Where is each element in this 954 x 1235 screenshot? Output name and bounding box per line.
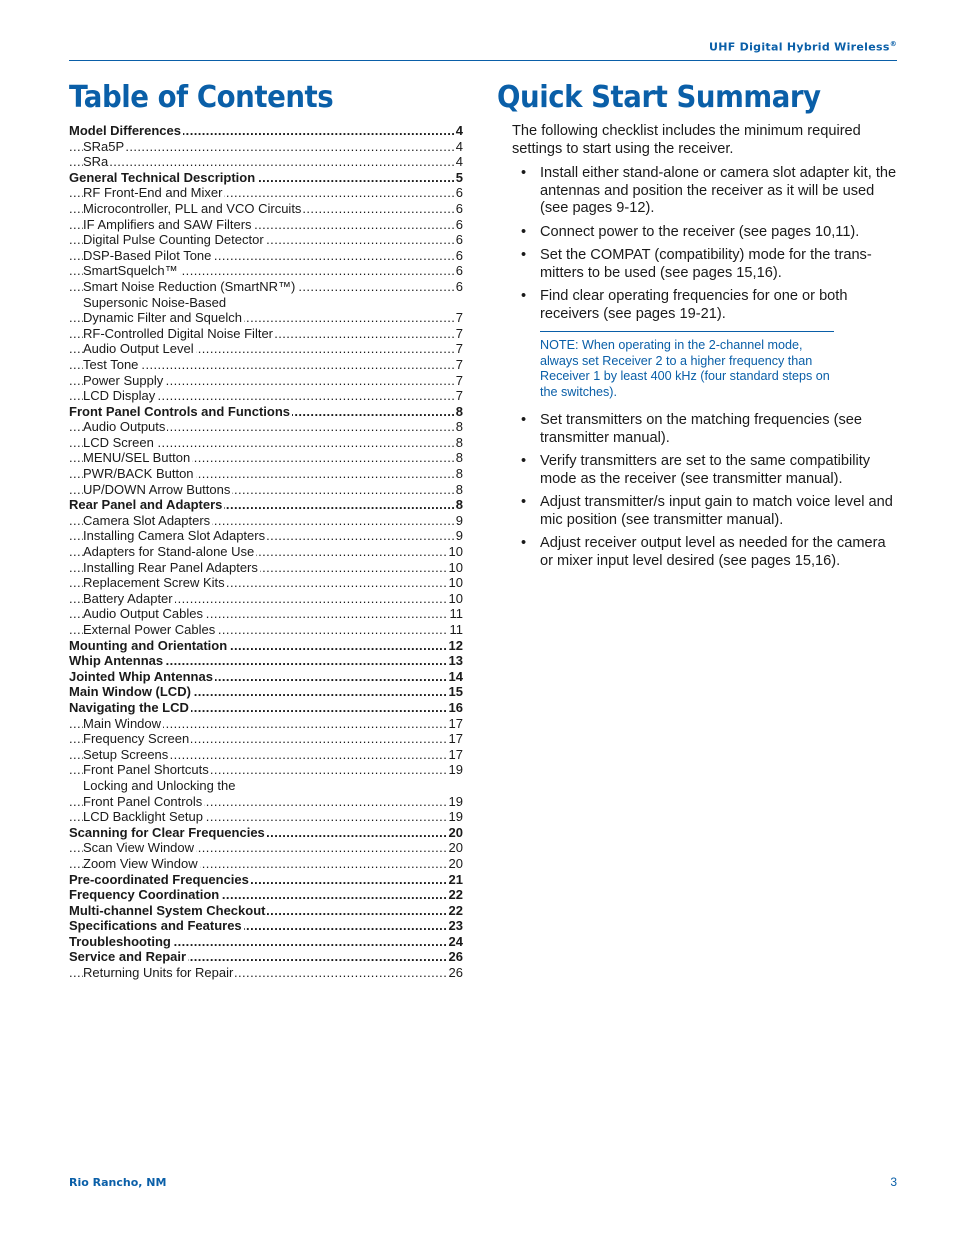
- toc-entry-title: PWR/BACK Button: [83, 466, 194, 482]
- toc-entry[interactable]: [69, 201, 463, 217]
- toc-entry-title: Audio Output Level: [83, 341, 194, 357]
- toc-entry[interactable]: [69, 139, 463, 155]
- toc-entry-page: 6: [455, 200, 463, 216]
- toc-entry-page: 8: [455, 434, 463, 450]
- checklist-item: [512, 453, 897, 488]
- toc-entry[interactable]: [69, 326, 463, 342]
- toc-entry-title: Setup Screens: [83, 746, 169, 762]
- toc-entry[interactable]: [69, 170, 463, 186]
- checklist-item: [512, 535, 897, 570]
- toc-entry-page: 6: [455, 185, 463, 201]
- toc-entry-page: 23: [448, 918, 463, 934]
- toc-entry[interactable]: [69, 669, 463, 685]
- quick-start-heading: Quick Start Summary: [497, 80, 821, 115]
- toc-entry-page: 19: [448, 809, 463, 825]
- toc-entry[interactable]: [69, 840, 463, 856]
- toc-entry-title: Digital Pulse Counting Detector: [83, 232, 264, 248]
- toc-entry-title: Jointed Whip Antennas: [69, 668, 213, 684]
- toc-entry[interactable]: [69, 918, 463, 934]
- toc-entry-page: 8: [455, 403, 463, 419]
- toc-entry[interactable]: [69, 217, 463, 233]
- toc-entry-page: 22: [448, 887, 463, 903]
- toc-entry[interactable]: [69, 622, 463, 638]
- checklist-item-text: Adjust transmitter/s input gain to match voice level and mic position (see transmitter manual).: [540, 494, 893, 528]
- toc-entry-title: RF Front-End and Mixer: [83, 185, 223, 201]
- toc-entry-title: Pre-coordinated Frequencies: [69, 871, 249, 887]
- toc-entry-page: 20: [448, 855, 463, 871]
- toc-entry-page: 14: [448, 668, 463, 684]
- toc-entry[interactable]: [69, 949, 463, 965]
- toc-entry-page: 20: [448, 824, 463, 840]
- toc-entry[interactable]: [69, 560, 463, 576]
- toc-heading: Table of Contents: [69, 80, 334, 115]
- toc-entry-title: Camera Slot Adapters: [83, 512, 211, 528]
- checklist-item-text: Adjust receiver output level as needed for the camera or mixer input level desired (see pages 15,16).: [540, 535, 886, 569]
- toc-entry[interactable]: [69, 872, 463, 888]
- toc-entry-page: 26: [448, 965, 463, 981]
- toc-entry-title: General Technical Description: [69, 169, 256, 185]
- toc-entry[interactable]: [69, 544, 463, 560]
- toc-entry[interactable]: [69, 388, 463, 404]
- toc-entry-page: 24: [448, 933, 463, 949]
- toc-entry-title: Installing Rear Panel Adapters: [83, 559, 258, 575]
- toc-entry-title: MENU/SEL Button: [83, 450, 191, 466]
- bullet-icon: •: [521, 412, 527, 429]
- toc-entry[interactable]: [69, 435, 463, 451]
- checklist-item-text: Install either stand-alone or camera slot adapter kit, the antennas and position the receiver as it will be used (see pages 9-12).: [540, 165, 897, 216]
- toc-entry-title: Front Panel Controls and Functions: [69, 403, 290, 419]
- toc-entry[interactable]: [69, 373, 463, 389]
- toc-entry-page: 8: [455, 466, 463, 482]
- toc-leader-dots: [69, 139, 463, 155]
- toc-entry-page: 8: [455, 450, 463, 466]
- toc-entry-page: 9: [455, 528, 463, 544]
- toc-entry-title: Frequency Coordination: [69, 887, 220, 903]
- toc-entry[interactable]: [69, 856, 463, 872]
- toc-entry-title: Frequency Screen: [83, 731, 190, 747]
- toc-entry-page: 8: [455, 419, 463, 435]
- toc-entry-page: 6: [455, 278, 463, 294]
- toc-entry-title: SRa: [83, 154, 109, 170]
- toc-entry-page: 8: [455, 497, 463, 513]
- page-number: 3: [890, 1175, 897, 1189]
- toc-entry-title: Test Tone: [83, 356, 139, 372]
- toc-entry[interactable]: [69, 404, 463, 420]
- toc-entry-title: Model Differences: [69, 123, 181, 138]
- toc-entry-page: 16: [448, 699, 463, 715]
- toc-entry-title: Front Panel Shortcuts: [83, 762, 209, 778]
- toc-entry-page: 9: [455, 512, 463, 528]
- toc-entry[interactable]: [69, 887, 463, 903]
- toc-entry[interactable]: [69, 232, 463, 248]
- toc-entry-page: 17: [448, 715, 463, 731]
- toc-entry-title: Smart Noise Reduction (SmartNR™): [83, 278, 296, 294]
- toc-entry-title: SmartSquelch™: [83, 263, 178, 279]
- toc-entry-title: Audio Outputs: [83, 419, 166, 435]
- header-divider: [69, 60, 897, 61]
- toc-entry[interactable]: [69, 154, 463, 170]
- checklist-item-text: Find clear operating frequencies for one or both receivers (see pages 19-21).: [540, 288, 848, 322]
- toc-entry-title: External Power Cables: [83, 622, 216, 637]
- toc-entry[interactable]: [69, 653, 463, 669]
- toc-entry-page: 17: [448, 746, 463, 762]
- toc-entry-title: Front Panel Controls: [83, 793, 203, 809]
- toc-entry-page: 10: [448, 559, 463, 575]
- toc-entry-title: Scan View Window: [83, 840, 195, 856]
- toc-entry-title: UP/DOWN Arrow Buttons: [83, 481, 231, 497]
- toc-entry-title: Replacement Screw Kits: [83, 575, 225, 591]
- toc-entry-title: DSP-Based Pilot Tone: [83, 247, 212, 263]
- toc-entry-page: 10: [448, 544, 463, 560]
- toc-entry-page: 7: [455, 388, 463, 404]
- toc-entry-page: 8: [455, 481, 463, 497]
- checklist-item-text: Set transmitters on the matching frequencies (see transmitter manual).: [540, 412, 863, 446]
- toc-entry[interactable]: [69, 794, 463, 810]
- toc-entry[interactable]: [69, 497, 463, 513]
- table-of-contents: [69, 123, 463, 981]
- toc-entry[interactable]: [69, 934, 463, 950]
- toc-entry-page: 6: [455, 216, 463, 232]
- toc-entry-title: LCD Screen: [83, 434, 154, 450]
- toc-entry[interactable]: [69, 310, 463, 326]
- toc-entry-page: 6: [455, 247, 463, 263]
- bullet-icon: •: [521, 288, 527, 304]
- bullet-icon: •: [521, 494, 527, 511]
- checklist-item: [512, 247, 897, 282]
- toc-entry[interactable]: [69, 450, 463, 466]
- toc-entry[interactable]: [69, 762, 463, 778]
- toc-entry-title: IF Amplifiers and SAW Filters: [83, 216, 252, 232]
- toc-entry[interactable]: [69, 295, 463, 311]
- toc-entry-page: 19: [448, 793, 463, 809]
- toc-entry-page: 10: [448, 590, 463, 606]
- toc-entry-title: RF-Controlled Digital Noise Filter: [83, 325, 273, 341]
- toc-entry-title: Adapters for Stand-alone Use: [83, 544, 255, 560]
- toc-entry[interactable]: [69, 747, 463, 763]
- toc-entry-page: 6: [455, 263, 463, 279]
- toc-entry-title: Locking and Unlocking the: [83, 777, 236, 793]
- toc-entry-title: Rear Panel and Adapters: [69, 497, 223, 513]
- toc-entry-title: Navigating the LCD: [69, 699, 189, 715]
- toc-entry-title: Specifications and Features: [69, 918, 242, 934]
- toc-entry-title: Returning Units for Repair: [83, 965, 234, 981]
- toc-entry[interactable]: [69, 591, 463, 607]
- toc-entry-page: 4: [455, 138, 463, 154]
- toc-entry-page: 22: [448, 902, 463, 918]
- toc-entry-title: Scanning for Clear Frequencies: [69, 824, 265, 840]
- checklist-item: [512, 412, 897, 447]
- toc-entry[interactable]: [69, 638, 463, 654]
- toc-entry-page: 7: [455, 372, 463, 388]
- toc-entry-page: 15: [448, 684, 463, 700]
- checklist-item: [512, 494, 897, 529]
- toc-entry-page: 21: [448, 871, 463, 887]
- toc-entry[interactable]: [69, 809, 463, 825]
- toc-entry-page: 19: [448, 762, 463, 778]
- quick-start-intro: The following checklist includes the minimum required settings to start using the receiver.: [512, 123, 861, 157]
- toc-entry[interactable]: [69, 482, 463, 498]
- toc-entry-page: 26: [448, 949, 463, 965]
- toc-entry-page: 7: [455, 325, 463, 341]
- toc-entry[interactable]: [69, 825, 463, 841]
- toc-entry[interactable]: [69, 700, 463, 716]
- toc-entry-page: 20: [448, 840, 463, 856]
- footer-location: Rio Rancho, NM: [69, 1176, 167, 1189]
- checklist-item-text: Connect power to the receiver (see pages 10,11).: [540, 223, 860, 240]
- toc-entry-page: 7: [455, 341, 463, 357]
- note-box: NOTE: When operating in the 2-channel mode, always set Receiver 2 to a higher frequency than Receiver 1 by least 400 kHz (four standard steps on the switches).: [540, 331, 834, 400]
- toc-entry-page: 12: [448, 637, 463, 653]
- toc-entry-title: Service and Repair: [69, 949, 187, 965]
- toc-entry-page: 11: [449, 622, 463, 637]
- toc-entry[interactable]: [69, 575, 463, 591]
- checklist-item-text: Set the COMPAT (compatibility) mode for the transmitters to be used (see pages 15,16).: [540, 247, 872, 281]
- toc-entry-title: Power Supply: [83, 372, 164, 388]
- bullet-icon: •: [521, 535, 527, 552]
- bullet-icon: •: [521, 453, 527, 470]
- toc-entry-page: 11: [449, 606, 463, 622]
- toc-entry-title: Installing Camera Slot Adapters: [83, 528, 266, 544]
- toc-entry[interactable]: [69, 903, 463, 919]
- bullet-icon: •: [521, 247, 527, 263]
- toc-leader-dots: [69, 154, 463, 170]
- header-brand: UHF Digital Hybrid Wireless®: [709, 40, 897, 54]
- toc-entry-title: Supersonic Noise-Based: [83, 294, 227, 310]
- toc-entry-title: Mounting and Orientation: [69, 637, 228, 653]
- toc-entry-title: SRa5P: [83, 138, 125, 154]
- toc-entry[interactable]: [69, 716, 463, 732]
- toc-entry[interactable]: [69, 248, 463, 264]
- toc-entry[interactable]: [69, 357, 463, 373]
- toc-entry[interactable]: [69, 123, 463, 139]
- toc-entry-page: 6: [455, 232, 463, 248]
- toc-entry-title: Multi-channel System Checkout: [69, 902, 266, 918]
- bullet-icon: •: [521, 223, 527, 240]
- toc-entry[interactable]: [69, 263, 463, 279]
- toc-entry-page: 7: [455, 310, 463, 326]
- checklist-item: [512, 224, 897, 242]
- toc-entry-page: 13: [448, 653, 463, 669]
- bullet-icon: •: [521, 165, 527, 181]
- checklist-item: [512, 165, 897, 218]
- checklist-part-1: [512, 165, 897, 323]
- toc-entry-title: LCD Backlight Setup: [83, 809, 203, 825]
- toc-entry-title: Microcontroller, PLL and VCO Circuits: [83, 200, 302, 216]
- toc-entry[interactable]: [69, 513, 463, 529]
- toc-entry-page: 7: [455, 356, 463, 372]
- toc-entry-title: LCD Display: [83, 388, 156, 404]
- toc-entry-page: 17: [448, 731, 463, 747]
- toc-entry-title: Dynamic Filter and Squelch: [83, 310, 242, 326]
- toc-entry-page: 4: [455, 154, 463, 170]
- toc-entry[interactable]: [69, 778, 463, 794]
- toc-entry-title: Audio Output Cables: [83, 606, 203, 622]
- checklist-item-text: Verify transmitters are set to the same compatibility mode as the receiver (see transmitter manual).: [540, 453, 871, 487]
- toc-entry-page: 10: [448, 575, 463, 591]
- checklist-part-2: [512, 412, 897, 570]
- toc-entry[interactable]: [69, 965, 463, 981]
- toc-entry[interactable]: [69, 419, 463, 435]
- toc-entry-page: 5: [455, 169, 463, 185]
- toc-entry[interactable]: [69, 528, 463, 544]
- toc-entry-page: 4: [455, 123, 463, 138]
- toc-entry[interactable]: [69, 279, 463, 295]
- toc-entry-title: Main Window: [83, 715, 162, 731]
- toc-entry[interactable]: [69, 466, 463, 482]
- toc-entry-title: Troubleshooting: [69, 933, 171, 949]
- toc-entry[interactable]: [69, 606, 463, 622]
- toc-entry-title: Whip Antennas: [69, 653, 164, 669]
- toc-entry[interactable]: [69, 731, 463, 747]
- toc-entry[interactable]: [69, 684, 463, 700]
- toc-entry-title: Zoom View Window: [83, 855, 198, 871]
- toc-entry[interactable]: [69, 185, 463, 201]
- toc-entry[interactable]: [69, 341, 463, 357]
- checklist-item: [512, 288, 897, 323]
- toc-entry-title: Battery Adapter: [83, 590, 173, 606]
- toc-entry-title: Main Window (LCD): [69, 684, 191, 700]
- quick-start-section: [512, 123, 897, 576]
